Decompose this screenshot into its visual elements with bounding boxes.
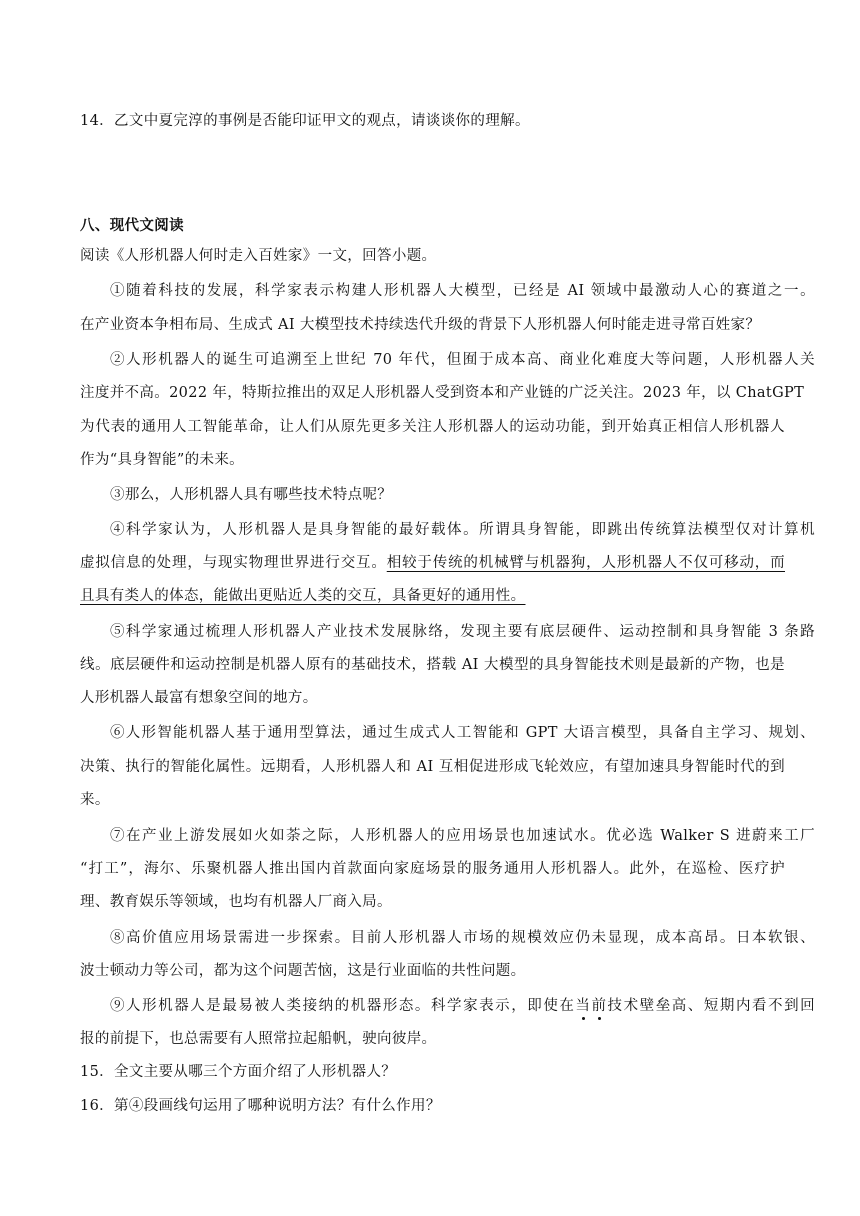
p6-line1: ⑥人形智能机器人基于通用型算法，通过生成式人工智能和 GPT 大语言模型，具备自主学习、规划、: [110, 725, 815, 741]
p5-line1: ⑤科学家通过梳理人形机器人产业技术发展脉络，发现主要有底层硬件、运动控制和具身智能 3 条路: [110, 624, 815, 640]
question-16: 16．第④段画线句运用了哪种说明方法？有什么作用？: [80, 1098, 441, 1114]
p7-line2: “打工”，海尔、乐聚机器人推出国内首款面向家庭场景的服务通用人形机器人。此外，在巡检、医疗护: [80, 861, 785, 877]
p4-underlined-sentence-part2: 且具有类人的体态，能做出更贴近人类的交互，具备更好的通用性。: [80, 588, 526, 604]
p4-line3: [80, 586, 785, 606]
p6-line2: 决策、执行的智能化属性。远期看，人形机器人和 AI 互相促进形成飞轮效应，有望加速具身智能时代的到: [80, 759, 785, 775]
p9-line1: [80, 996, 815, 1016]
p1-line2: 在产业资本争相布局、生成式 AI 大模型技术持续迭代升级的背景下人形机器人何时能走进寻常百姓家？: [80, 317, 761, 333]
p9-line1-start: ⑨人形机器人是最易被人类接纳的机器形态。科学家表示，即使在: [110, 998, 576, 1014]
p4-line2: [80, 553, 785, 573]
question-15: 15．全文主要从哪三个方面介绍了人形机器人？: [80, 1064, 397, 1080]
section-title: 八、现代文阅读: [80, 217, 184, 234]
p2-line1: ②人形机器人的诞生可追溯至上世纪 70 年代，但囿于成本高、商业化难度大等问题，人形机器人关: [110, 352, 815, 368]
p7-line1: ⑦在产业上游发展如火如荼之际，人形机器人的应用场景也加速试水。优必选 Walker S 进蔚来工厂: [110, 828, 815, 844]
emphasis-dot-char: 当: [575, 998, 592, 1014]
p4-underlined-sentence-part1: 相较于传统的机械臂与机器狗，人形机器人不仅可移动，而: [386, 555, 785, 571]
p4-line2-plain: 虚拟信息的处理，与现实物理世界进行交互。: [80, 555, 387, 571]
p9-line2: 报的前提下，也总需要有人照常拉起船帆，驶向彼岸。: [80, 1031, 437, 1047]
p2-line4: 作为“具身智能”的未来。: [80, 452, 245, 468]
p8-line2: 波士顿动力等公司，都为这个问题苦恼，这是行业面临的共性问题。: [80, 963, 526, 979]
p4-line1: ④科学家认为，人形机器人是具身智能的最好载体。所谓具身智能，即跳出传统算法模型仅对计算机: [110, 522, 815, 538]
p3-line1: ③那么，人形机器人具有哪些技术特点呢？: [110, 487, 393, 503]
p5-line2: 线。底层硬件和运动控制是机器人原有的基础技术，搭载 AI 大模型的具身智能技术则是最新的产物，也是: [80, 657, 785, 673]
reading-intro: 阅读《人形机器人何时走入百姓家》一文，回答小题。: [80, 248, 437, 264]
p8-line1: ⑧高价值应用场景需进一步探索。目前人形机器人市场的规模效应仍未显现，成本高昂。日本软银、: [110, 930, 815, 946]
p9-line1-end: 技术壁垒高、短期内看不到回: [607, 998, 815, 1014]
emphasis-dot-char: 前: [591, 998, 608, 1014]
p6-line3: 来。: [80, 792, 110, 808]
p1-line1: ①随着科技的发展，科学家表示构建人形机器人大模型，已经是 AI 领域中最激动人心的赛道之一。: [110, 283, 815, 299]
p2-line3: 为代表的通用人工智能革命，让人们从原先更多关注人形机器人的运动功能，到开始真正相信人形机器人: [80, 419, 785, 435]
p7-line3: 理、教育娱乐等领域，也均有机器人厂商入局。: [80, 894, 392, 910]
p5-line3: 人形机器人最富有想象空间的地方。: [80, 690, 318, 706]
question-14: 14．乙文中夏完淳的事例是否能印证甲文的观点，请谈谈你的理解。: [80, 113, 530, 129]
p2-line2: 注度并不高。2022 年，特斯拉推出的双足人形机器人受到资本和产业链的广泛关注。2023 年，以 ChatGPT: [80, 385, 805, 401]
